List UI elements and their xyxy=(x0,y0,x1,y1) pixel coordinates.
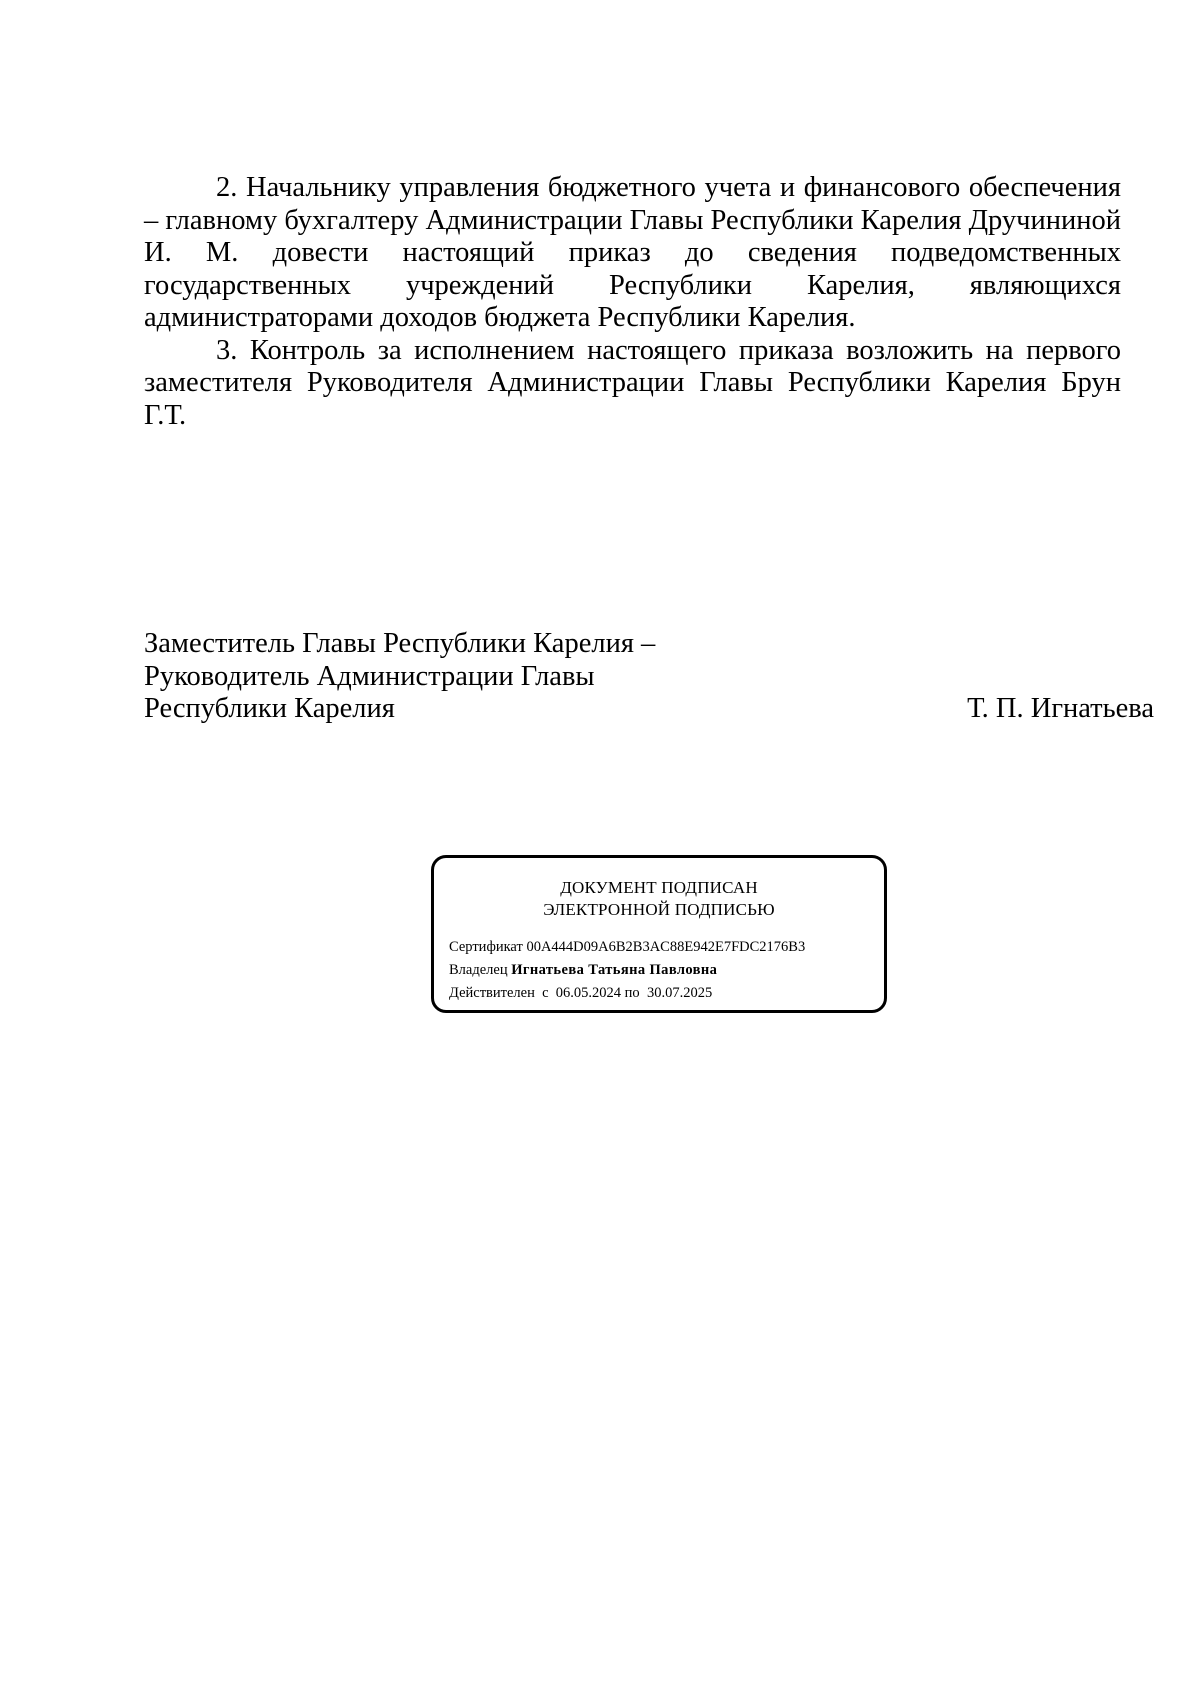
document-body xyxy=(144,172,1121,432)
stamp-validity-from-label: с xyxy=(542,985,549,1001)
signatory-position-line-3: Республики Карелия xyxy=(144,693,395,724)
stamp-title-line-2: ЭЛЕКТРОННОЙ ПОДПИСЬЮ xyxy=(543,900,775,919)
stamp-certificate-value: 00A444D09A6B2B3AC88E942E7FDC2176B3 xyxy=(526,939,806,955)
signatory-position-line-1: Заместитель Главы Республики Карелия – xyxy=(144,628,656,659)
stamp-validity-to: 30.07.2025 xyxy=(646,985,713,1001)
stamp-certificate-label: Сертификат xyxy=(449,939,523,955)
stamp-validity-to-label: по xyxy=(624,985,640,1001)
stamp-title xyxy=(434,877,884,921)
signatory-position-line-2: Руководитель Администрации Главы xyxy=(144,660,595,692)
signatory-name: Т. П. Игнатьева xyxy=(967,693,1154,724)
stamp-owner-value: Игнатьева Татьяна Павловна xyxy=(511,962,718,978)
stamp-validity-label: Действителен xyxy=(449,985,535,1001)
signature-block xyxy=(144,628,1154,726)
paragraph-2: 2. Начальнику управления бюджетного учета и финансового обеспечения – главному бухгалтеру Администрации Главы Республики Карелия Дручининой И. М. довести настоящий приказ до сведения подведомственных государственных учреждений Республики Карелия, являющихся администраторами доходов бюджета Республики Карелия. xyxy=(144,172,1121,333)
stamp-title-line-1: ДОКУМЕНТ ПОДПИСАН xyxy=(560,878,758,897)
stamp-certificate-row xyxy=(449,936,805,959)
stamp-owner-label: Владелец xyxy=(449,962,508,978)
stamp-validity-row xyxy=(449,982,805,1005)
stamp-details xyxy=(449,936,805,1005)
stamp-owner-row xyxy=(449,959,805,982)
electronic-signature-stamp xyxy=(431,855,887,1013)
paragraph-3: 3. Контроль за исполнением настоящего приказа возложить на первого заместителя Руководителя Администрации Главы Республики Карелия Брун Г.Т. xyxy=(144,334,1121,431)
stamp-validity-from: 06.05.2024 xyxy=(555,985,622,1001)
